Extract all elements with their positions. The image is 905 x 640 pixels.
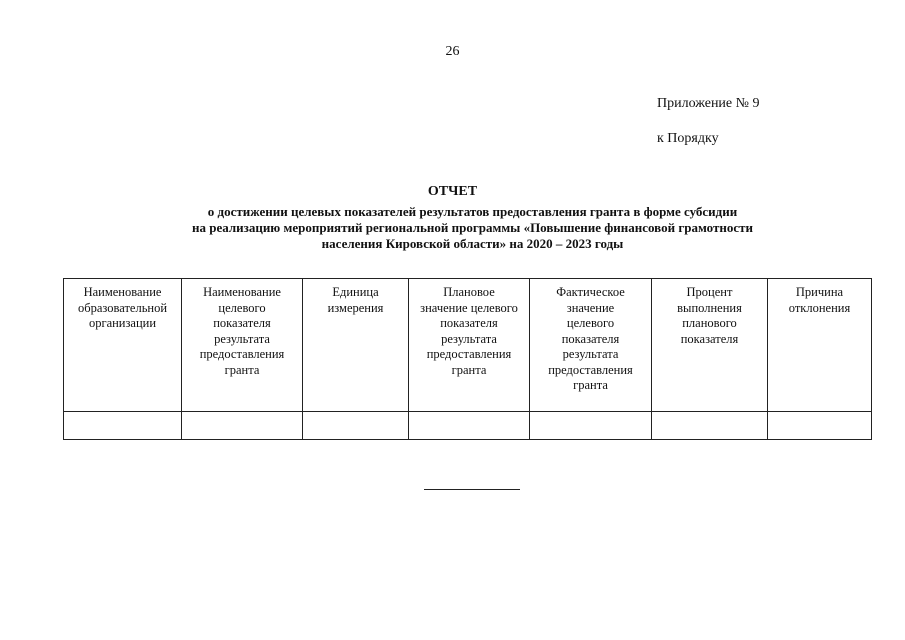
signature-divider — [424, 489, 520, 490]
document-heading: ОТЧЕТ — [427, 184, 478, 199]
table-cell — [530, 412, 652, 440]
column-header-planned-value: Плановое значение целевого показателя результата предоставления гранта — [409, 279, 530, 412]
table-cell — [768, 412, 872, 440]
column-header-completion-percent: Процент выполнения планового показателя — [652, 279, 768, 412]
table-row — [64, 412, 872, 440]
table-cell — [64, 412, 182, 440]
appendix-subtitle: к Порядку — [657, 131, 719, 146]
table-header-row — [64, 279, 872, 412]
subtitle-line: на реализацию мероприятий региональной программы «Повышение финансовой грамотности — [191, 220, 754, 235]
column-header-organization: Наименование образовательной организации — [64, 279, 182, 412]
report-table — [63, 278, 872, 440]
table-cell — [652, 412, 768, 440]
document-subtitle — [110, 204, 835, 252]
subtitle-line: о достижении целевых показателей результатов предоставления гранта в форме субсидии — [207, 204, 738, 219]
subtitle-line: населения Кировской области» на 2020 – 2023 годы — [321, 236, 624, 251]
column-header-unit: Единица измерения — [303, 279, 409, 412]
column-header-indicator-name: Наименование целевого показателя результата предоставления гранта — [182, 279, 303, 412]
page-number: 26 — [445, 44, 460, 59]
table-cell — [182, 412, 303, 440]
column-header-actual-value: Фактическое значение целевого показателя результата предоставления гранта — [530, 279, 652, 412]
column-header-deviation-reason: Причина отклонения — [768, 279, 872, 412]
table-cell — [409, 412, 530, 440]
table-cell — [303, 412, 409, 440]
appendix-title: Приложение № 9 — [657, 96, 760, 111]
